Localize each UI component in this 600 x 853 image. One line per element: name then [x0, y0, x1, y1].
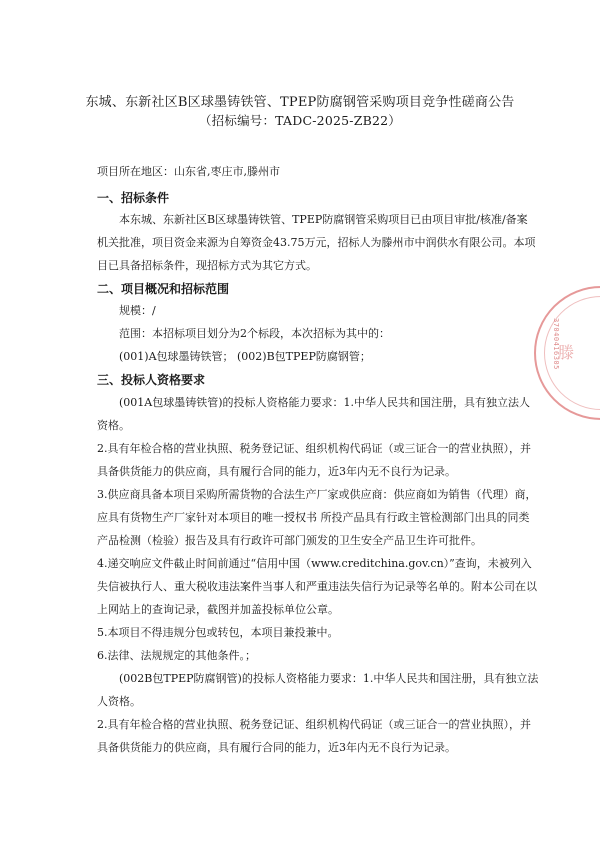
bid-number: （招标编号：TADC-2025-ZB22） [198, 113, 401, 128]
project-location: 项目所在地区：山东省,枣庄市,滕州市 [97, 165, 280, 178]
paragraph-line: 目已具备招标条件，现招标方式为其它方式。 [97, 259, 317, 272]
paragraph-line: 人资格。 [97, 695, 141, 708]
paragraph-line: (001)A包球墨铸铁管； (002)B包TPEP防腐钢管； [119, 350, 371, 363]
paragraph-line: 具备供货能力的供应商，具有履行合同的能力，近3年内无不良行为记录。 [97, 741, 456, 754]
section-heading-qualifications: 三、投标人资格要求 [97, 373, 206, 387]
paragraph-line: 应具有货物生产厂家针对本项目的唯一授权书 所投产品具有行政主管检测部门出具的同类 [97, 511, 530, 524]
seal-code: 37040416305 [552, 318, 560, 370]
paragraph-line: (002B包TPEP防腐钢管)的投标人资格能力要求：1.中华人民共和国注册，具有独立法 [119, 672, 539, 685]
paragraph-line: 6.法律、法规规定的其他条件。； [97, 649, 256, 662]
paragraph-line: 2.具有年检合格的营业执照、税务登记证、组织机构代码证（或三证合一的营业执照），并 [97, 442, 531, 455]
paragraph-line: 2.具有年检合格的营业执照、税务登记证、组织机构代码证（或三证合一的营业执照），并 [97, 718, 531, 731]
paragraph-line: 机关批准，项目资金来源为自筹资金43.75万元，招标人为滕州市中润供水有限公司。本项 [97, 236, 536, 249]
paragraph-line: 产品检测（检验）报告及具有行政许可部门颁发的卫生安全产品卫生许可批件。 [97, 534, 482, 547]
paragraph-line: 5.本项目不得违规分包或转包，本项目兼投兼中。 [97, 626, 339, 639]
paragraph-line: 规模：/ [119, 304, 156, 317]
paragraph-line: 失信被执行人、重大税收违法案件当事人和严重违法失信行为记录等名单的。附本公司在以 [97, 580, 537, 593]
paragraph-line: 范围：本招标项目划分为2个标段，本次招标为其中的： [119, 327, 390, 340]
document-title: 东城、东新社区B区球墨铸铁管、TPEP防腐钢管采购项目竞争性磋商公告 [85, 95, 515, 110]
company-seal [534, 286, 600, 420]
paragraph-line: 资格。 [97, 419, 130, 432]
paragraph-line: 3.供应商具备本项目采购所需货物的合法生产厂家或供应商：供应商如为销售（代理）商， [97, 488, 537, 501]
paragraph-line: (001A包球墨铸铁管)的投标人资格能力要求：1.中华人民共和国注册，具有独立法人 [119, 396, 531, 409]
seal-character: 滕 [558, 343, 575, 362]
section-heading-overview: 二、项目概况和招标范围 [97, 282, 230, 296]
paragraph-line: 本东城、东新社区B区球墨铸铁管、TPEP防腐钢管采购项目已由项目审批/核准/备案 [119, 213, 528, 226]
section-heading-conditions: 一、招标条件 [97, 191, 170, 205]
paragraph-line: 上网站上的查询记录，截图并加盖投标单位公章。 [97, 603, 339, 616]
paragraph-line: 4.递交响应文件截止时间前通过“信用中国（www.creditchina.gov.cn）”查询，未被列入 [97, 557, 532, 570]
paragraph-line: 具备供货能力的供应商，具有履行合同的能力，近3年内无不良行为记录。 [97, 465, 456, 478]
